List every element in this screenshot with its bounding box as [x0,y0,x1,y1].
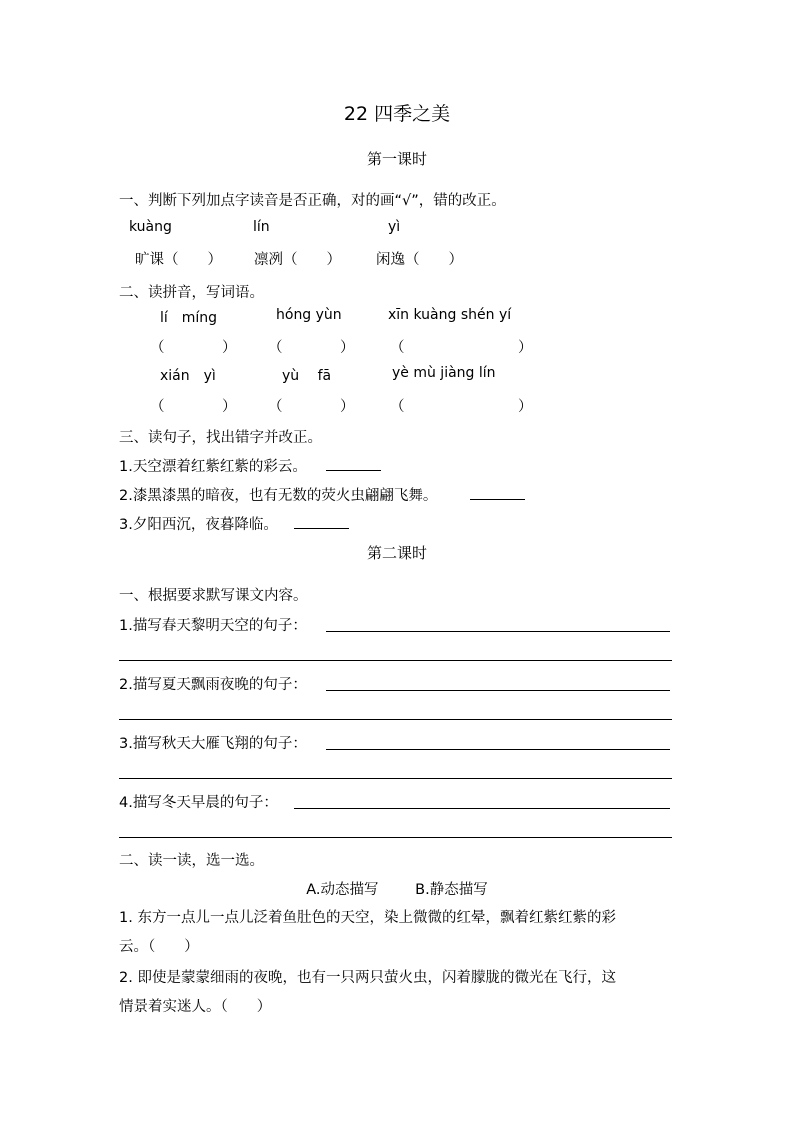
l1-q2-paren-l-1: （ [150,340,165,356]
l1-q1-word-2: 凛冽（ ） [254,252,341,268]
l1-q2-pinyin-5: yù fā [282,368,332,384]
option-a: A.动态描写 [306,882,379,898]
l1-q2-paren-l-4: （ [150,399,165,415]
answer-line[interactable] [470,499,525,500]
answer-line[interactable] [119,719,672,720]
l1-q1-pinyin-3: yì [388,219,401,235]
l1-q2-paren-l-3: （ [390,340,405,356]
l1-q2-paren-r-4: ） [222,399,237,415]
option-b: B.静态描写 [415,882,488,898]
answer-line[interactable] [294,528,349,529]
l1-q3-item-3: 3.夕阳西沉，夜暮降临。 [119,517,278,533]
l2-q2-title: 二、读一读，选一选。 [119,853,264,869]
l1-q2-paren-r-3: ） [518,340,533,356]
answer-line[interactable] [326,749,670,750]
l1-q2-pinyin-4: xián yì [160,368,216,384]
l1-q2-paren-l-6: （ [390,399,405,415]
l2-q2-options [0,878,794,899]
l1-q1-title: 一、判断下列加点字读音是否正确，对的画“√”，错的改正。 [119,193,506,209]
l1-q2-pinyin-2: hóng yùn [276,307,342,323]
answer-line[interactable] [119,778,672,779]
l1-q2-paren-r-1: ） [222,340,237,356]
l1-q2-paren-r-2: ） [340,340,355,356]
l1-q2-title: 二、读拼音，写词语。 [119,285,264,301]
answer-line[interactable] [326,470,381,471]
lesson2-heading: 第二课时 [366,544,427,562]
l1-q2-paren-r-5: ） [340,399,355,415]
l1-q2-paren-l-2: （ [268,340,283,356]
l1-q2-paren-r-6: ） [518,399,533,415]
lesson1-heading: 第一课时 [366,150,427,168]
l2-q2-item-2-line-2: 情景着实迷人。（ ） [119,999,272,1015]
answer-line[interactable] [294,808,670,809]
answer-line[interactable] [326,631,670,632]
l2-q2-item-1-line-2: 云。（ ） [119,939,199,955]
l1-q2-pinyin-3: xīn kuàng shén yí [388,307,512,323]
answer-line[interactable] [119,837,672,838]
l1-q1-pinyin-2: lín [253,219,270,235]
l2-q1-item-4: 4.描写冬天早晨的句子： [119,795,278,811]
l1-q2-pinyin-6: yè mù jiàng lín [392,365,496,381]
l1-q1-pinyin-1: kuàng [129,219,172,235]
l2-q1-item-2: 2.描写夏天飘雨夜晚的句子： [119,677,307,693]
l1-q2-paren-l-5: （ [268,399,283,415]
l2-q2-item-2-line-1: 2. 即使是蒙蒙细雨的夜晚，也有一只两只萤火虫，闪着朦胧的微光在飞行，这 [119,970,616,986]
l2-q1-item-1: 1.描写春天黎明天空的句子： [119,618,307,634]
l2-q2-item-1-line-1: 1. 东方一点儿一点儿泛着鱼肚色的天空，染上微微的红晕，飘着红紫红紫的彩 [119,910,616,926]
l1-q2-pinyin-1: lí míng [160,310,218,326]
page-title: 22 四季之美 [343,103,451,125]
l2-q1-item-3: 3.描写秋天大雁飞翔的句子： [119,736,307,752]
l2-q1-title: 一、根据要求默写课文内容。 [119,588,308,604]
l1-q1-word-1: 旷课（ ） [135,252,222,268]
l1-q3-item-2: 2.漆黑漆黑的暗夜，也有无数的荧火虫翩翩飞舞。 [119,488,438,504]
l1-q3-item-1: 1.天空漂着红紫红紫的彩云。 [119,459,307,475]
l1-q1-word-3: 闲逸（ ） [376,252,463,268]
answer-line[interactable] [326,690,670,691]
l1-q3-title: 三、读句子，找出错字并改正。 [119,430,322,446]
answer-line[interactable] [119,660,672,661]
